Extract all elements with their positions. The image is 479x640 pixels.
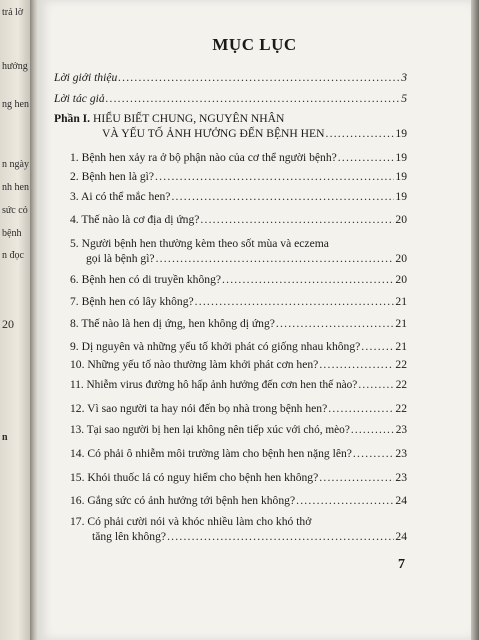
toc-entry-label: 8. Thế nào là hen dị ứng, hen không dị ứng? (70, 317, 275, 330)
left-page-fragment: hướng (2, 61, 28, 72)
toc-entry-page: 23 (395, 424, 407, 436)
toc-entry-page: 21 (395, 295, 407, 308)
leader-dots (296, 493, 394, 508)
toc-entry-label: gọi là bệnh gì? (86, 252, 155, 265)
leader-dots (351, 423, 395, 438)
leader-dots (353, 446, 394, 461)
toc-entry-page: 21 (395, 317, 407, 330)
toc-entry-page: 19 (395, 151, 407, 164)
toc-entry-page: 19 (395, 127, 407, 140)
toc-entry (70, 470, 407, 485)
leader-dots (328, 401, 394, 416)
leader-dots (361, 339, 394, 354)
toc-entry-label: 2. Bệnh hen là gì? (70, 170, 155, 183)
toc-entry-multiline (70, 514, 407, 544)
toc-entry-label: 9. Dị nguyên và những yếu tố khởi phát có giống nhau không? (70, 340, 361, 353)
toc-entry-label: 16. Gắng sức có ảnh hưởng tới bệnh hen không? (70, 494, 296, 507)
page-number: 7 (398, 557, 405, 572)
toc-entry-page: 24 (395, 530, 407, 543)
toc-entry-label: 1. Bệnh hen xảy ra ở bộ phận nào của cơ thể người bệnh? (70, 151, 337, 164)
left-page-fragment: n ngày (2, 159, 29, 170)
toc-entry-multiline (70, 236, 407, 266)
toc-entry (70, 378, 407, 393)
toc-entry-page: 21 (395, 340, 407, 353)
toc-entry (70, 316, 407, 331)
toc-entry (70, 272, 407, 287)
toc-entry (70, 446, 407, 461)
left-page-fragment: sức cỏ (2, 205, 28, 216)
toc-entry-page: 3 (401, 71, 407, 84)
leader-dots (195, 294, 395, 309)
book-gutter (30, 0, 38, 640)
leader-dots (358, 378, 394, 393)
leader-dots (319, 357, 394, 372)
toc-entry-label: 12. Vì sao người ta hay nói đến bọ nhà trong bệnh hen? (70, 402, 328, 415)
left-page-fragment: ng hen (2, 99, 29, 110)
toc-entry (70, 493, 407, 508)
toc-entry-label-line1: 5. Người bệnh hen thường kèm theo sốt mùa và eczema (70, 237, 329, 250)
toc-entry-label: tăng lên không? (92, 530, 167, 543)
toc-entry-label: 13. Tại sao người bị hen lại không nên tiếp xúc với chó, mèo? (70, 424, 350, 436)
leader-dots (222, 272, 394, 287)
leader-dots (200, 212, 394, 227)
toc-entry-label-line1: 17. Có phải cười nói và khóc nhiều làm cho khó thở (70, 515, 312, 528)
toc-entry (70, 339, 407, 354)
toc-entry-label: 15. Khói thuốc lá có nguy hiểm cho bệnh hen không? (70, 471, 319, 484)
page-title: MỤC LỤC (212, 35, 297, 54)
left-page-fragment: nh hen (2, 182, 29, 193)
toc-entry-page: 5 (401, 92, 407, 105)
toc-page (38, 0, 471, 640)
toc-entry-page: 22 (395, 358, 407, 371)
toc-entry (70, 423, 407, 438)
toc-entry-page: 22 (395, 402, 407, 415)
leader-dots (156, 251, 395, 266)
toc-entry-front-intro (54, 70, 407, 85)
toc-entry-label: 7. Bệnh hen có lây không? (70, 295, 194, 308)
left-page-fragment: trả lờ (2, 7, 24, 18)
leader-dots (106, 91, 401, 106)
part-title-line2: VÀ YẾU TỐ ẢNH HƯỞNG ĐẾN BỆNH HEN (102, 127, 325, 140)
toc-entry (70, 212, 407, 227)
toc-entry (70, 401, 407, 416)
toc-entry-label: Lời tác giả (54, 92, 105, 105)
toc-entry-label: 11. Nhiễm virus đường hô hấp ảnh hưởng đến cơn hen thế nào? (70, 379, 358, 391)
left-page-fragment: n (2, 432, 8, 443)
toc-entry-page: 20 (395, 213, 407, 226)
part-title-line1: HIỂU BIẾT CHUNG, NGUYÊN NHÂN (93, 112, 285, 125)
leader-dots (276, 316, 395, 331)
toc-entry (70, 150, 407, 165)
toc-entry (70, 357, 407, 372)
leader-dots (167, 529, 394, 544)
leader-dots (326, 126, 395, 141)
leader-dots (319, 470, 394, 485)
part-prefix: Phần I. (54, 112, 91, 125)
toc-part-heading (54, 111, 407, 141)
left-page-fragment: bệnh (2, 228, 22, 239)
toc-entry (70, 294, 407, 309)
leader-dots (171, 189, 394, 204)
toc-entry-page: 23 (395, 471, 407, 484)
left-page-fragment: n đọc (2, 250, 24, 261)
toc-entry-label: 14. Có phải ô nhiễm môi trường làm cho bệnh hen nặng lên? (70, 447, 352, 460)
leader-dots (338, 150, 395, 165)
toc-entry-label: 4. Thế nào là cơ địa dị ứng? (70, 213, 200, 226)
toc-entry-label: 6. Bệnh hen có di truyền không? (70, 273, 222, 286)
toc-entry-label: Lời giới thiệu (54, 71, 118, 84)
leader-dots (118, 70, 400, 85)
leader-dots (155, 169, 394, 184)
page-right-edge (471, 0, 479, 640)
toc-entry-page: 23 (395, 447, 407, 460)
toc-entry-label: 10. Những yếu tố nào thường làm khởi phát cơn hen? (70, 358, 319, 371)
left-page-edge (0, 0, 30, 640)
toc-entry-page: 20 (395, 273, 407, 286)
toc-entry-page: 24 (395, 494, 407, 507)
toc-entry-front-author (54, 91, 407, 106)
left-page-fragment: 20 (2, 317, 14, 331)
toc-entry-page: 19 (395, 190, 407, 203)
toc-entry-page: 22 (395, 379, 407, 391)
toc-entry-label: 3. Ai có thể mắc hen? (70, 190, 171, 203)
toc-entry-page: 20 (395, 252, 407, 265)
toc-entry (70, 169, 407, 184)
toc-entry-page: 19 (395, 170, 407, 183)
toc-entry (70, 189, 407, 204)
